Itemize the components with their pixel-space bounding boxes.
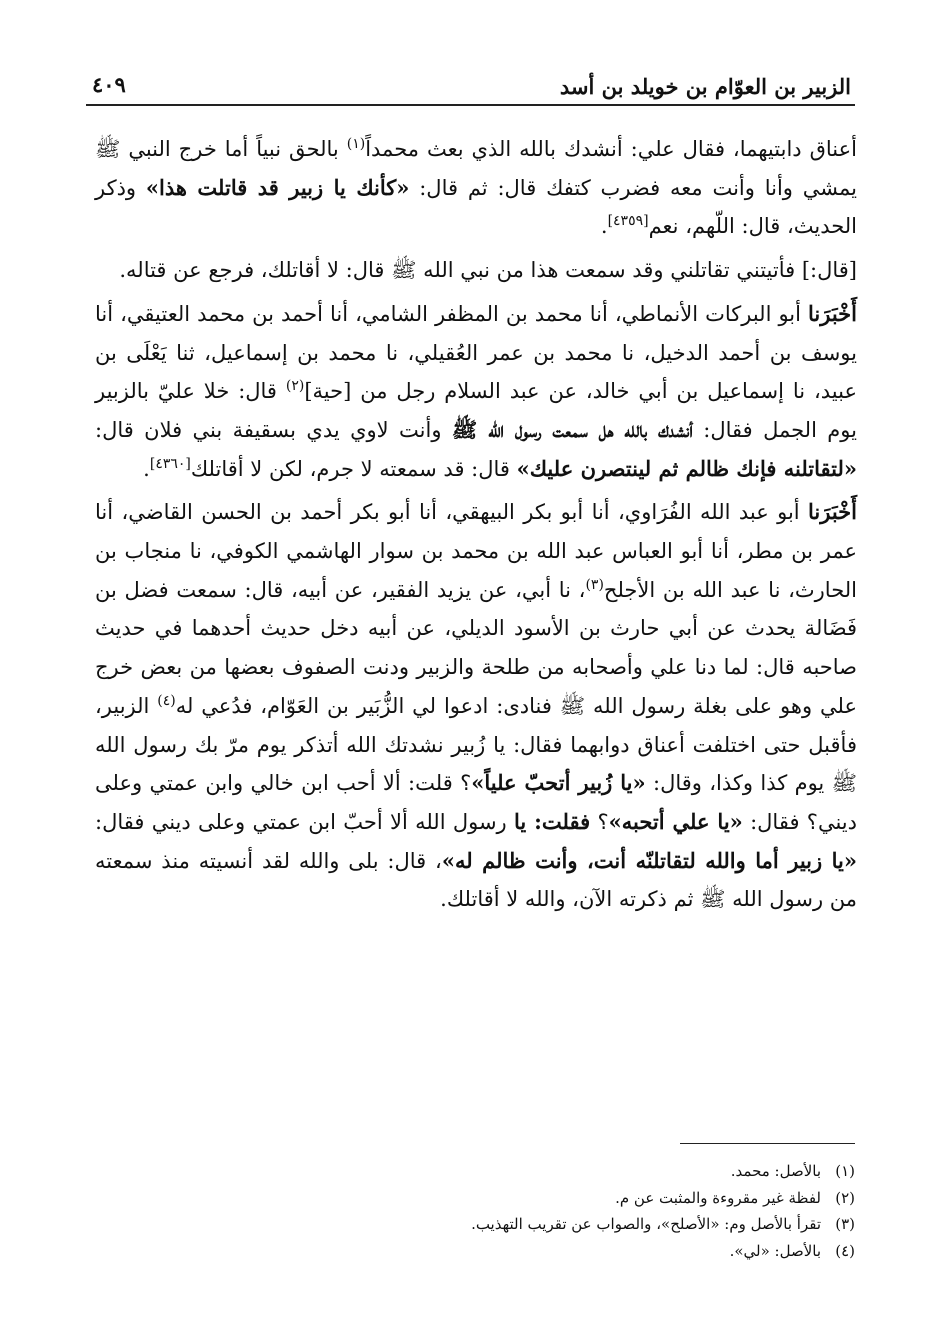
hadith-number: [٤٣٦٠] (149, 455, 191, 472)
paragraph-1 (95, 130, 857, 246)
footnote (300, 1238, 855, 1265)
bold-quote: «يا علي أتحبه» (608, 808, 743, 834)
text-run: أعناق دابتيهما، فقال علي: أنشدك بالله الذي بعث محمداً (365, 137, 857, 161)
isnad-lead: أَخْبَرَنا (808, 300, 857, 326)
paragraph-2 (95, 251, 857, 290)
footnote-separator (680, 1143, 855, 1144)
footnote-number: (٤) (835, 1241, 855, 1260)
paragraph-4 (95, 493, 857, 919)
text-run: بالحق نبياً أما خرج النبي ﷺ يمشي وأنا وأنت معه فضرب كتفك قال: ثم قال: (95, 137, 857, 200)
text-run: الزبير، فأقبل حتى اختلفت أعناق دوابهما فقال: يا زُبير نشدتك الله أتذكر يوم مرّ بك رسول الله ﷺ يوم كذا وكذا، وقال: (95, 693, 857, 796)
isnad-lead: أَخْبَرَنا (808, 499, 857, 525)
text-run: أبو البركات الأنماطي، أنا محمد بن المظفر الشامي، أنا أحمد بن محمد العتيقي، أنا يوسف بن أحمد الدخيل، نا محمد بن عمر العُقيلي، نا محمد بن إسماعيل، ثنا يَعْلَى بن عبيد، نا إسماعيل بن أبي خالد، عن عبد السلام رجل من [حية] (95, 301, 858, 404)
text-run: أبو عبد الله الفُرَاوي، أنا أبو بكر البيهقي، أنا أبو بكر أحمد بن الحسن القاضي، أنا عمر بن مطر، أنا أبو العباس عبد الله بن محمد بن سوار الهاشمي الكوفي، نا منجاب بن الحارث، نا عبد الله بن الأجلح (95, 500, 857, 602)
paragraph-3 (95, 295, 857, 489)
bold-quote: «لتقاتلنه فإنك ظالم ثم لينتصرن عليك» (516, 455, 857, 481)
footnote-marker-3: (٣) (585, 576, 604, 593)
text-run: . (600, 214, 608, 239)
bold-quote: «كأنك يا زبير قد قاتلت هذا» (145, 174, 410, 200)
footnote-marker-2: (٢) (285, 378, 305, 395)
footnote-number: (٣) (835, 1215, 855, 1233)
footnote-text: بالأصل: محمد. (730, 1162, 821, 1180)
bold-quote: «يا زُبير أتحبّ علياً» (471, 770, 646, 796)
page-number: ٤٠٩ (92, 72, 126, 97)
bold-quote: «يا زبير أما والله لتقاتلنّه أنت، وأنت ظالم له» (441, 847, 857, 873)
text-run: قال: خلا عليّ بالزبير يوم الجمل فقال: (95, 379, 857, 442)
text-run: [قال:] فأتيتني تقاتلني وقد سمعت هذا من نبي الله ﷺ قال: لا أقاتلك، فرجع عن قتاله. (119, 258, 857, 283)
text-run: . (143, 456, 150, 481)
text-run: ؟ قلت: ألا أحب ابن خالي وابن عمتي وعلى ديني؟ فقال: (95, 771, 857, 834)
footnote-text: بالأصل: «لي». (729, 1241, 821, 1260)
footnote (300, 1158, 855, 1185)
footnotes (300, 1158, 855, 1264)
text-run: وذكر الحديث، قال: اللّهم، نعم (95, 175, 857, 239)
footnote-number: (١) (835, 1162, 855, 1180)
footnote (300, 1211, 855, 1238)
footnote-marker-4: (٤) (157, 692, 176, 709)
running-title: الزبير بن العوّام بن خويلد بن أسد (559, 74, 851, 99)
text-run: ، نا أبي، عن يزيد الفقير، عن أبيه، قال: سمعت فضل بن فَضَالة يحدث عن أبي حارث بن الأسود الديلي، عن أبيه دخل حديث أحدهما في حديث صاحبه قال: لما دنا علي وأصحابه من طلحة والزبير ودنت الصفوف بعضها من بعض خرج علي وهو على بغلة رسول الله ﷺ فنادى: ادعوا لي الزُّبَير بن العَوّام، فدُعي له (95, 577, 857, 718)
text-run: ؟ (590, 809, 609, 834)
text-run: قال: قد سمعته لا جرم، لكن لا أقاتلك (190, 456, 517, 481)
text-run: وأنت لاوي يدي بسقيفة بني فلان قال: (95, 417, 452, 442)
footnote-marker-1: (١) (346, 136, 366, 152)
running-header (86, 64, 855, 106)
text-run: رسول الله ألا أحبّ ابن عمتي وعلى ديني فقال: (95, 809, 514, 834)
bold-quote: أنشدك بالله هل سمعت رسول الله ﷺ (451, 416, 693, 442)
footnote (300, 1185, 855, 1212)
footnote-text: تقرأ بالأصل وم: «الأصلح»، والصواب عن تقريب التهذيب. (471, 1215, 821, 1233)
main-text (95, 130, 857, 924)
hadith-number: [٤٣٥٩] (607, 213, 649, 230)
footnote-text: لفظة غير مقروءة والمثبت عن م. (615, 1188, 821, 1207)
bold-quote: فقلت: يا (513, 808, 591, 834)
text-run: ، قال: بلى والله لقد أنسيته منذ سمعته من رسول الله ﷺ ثم ذكرته الآن، والله لا أقاتلك. (95, 848, 857, 912)
footnote-number: (٢) (835, 1188, 855, 1207)
